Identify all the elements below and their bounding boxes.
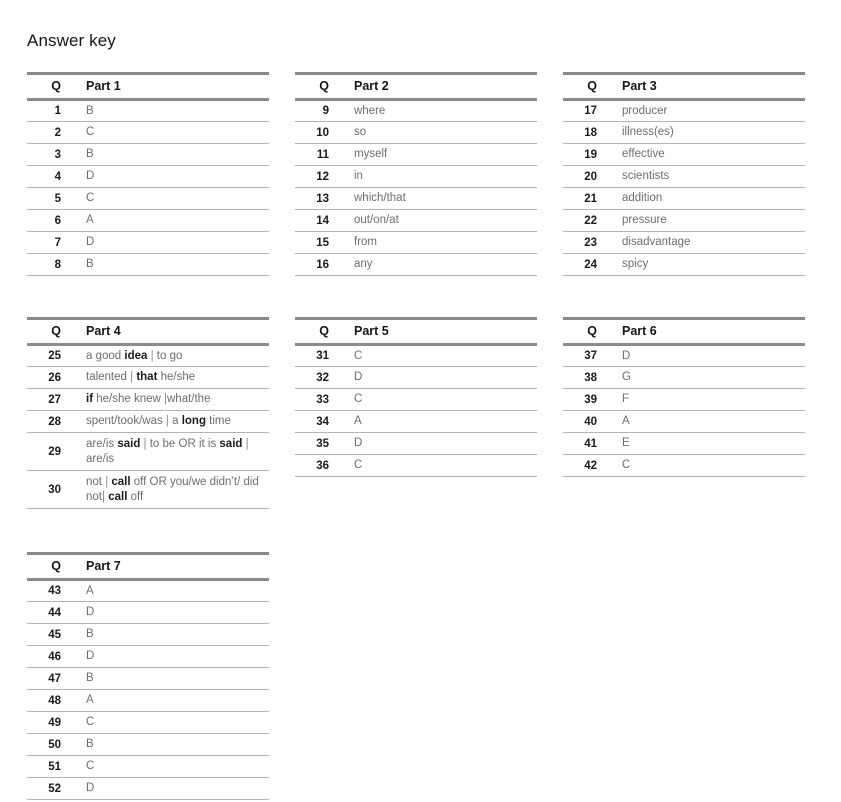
answer-value: D xyxy=(335,433,537,455)
table-row xyxy=(27,690,269,712)
column-header-q: Q xyxy=(295,319,335,345)
answer-value: A xyxy=(67,210,269,232)
question-number: 39 xyxy=(563,389,603,411)
answer-rows xyxy=(563,345,805,477)
answer-value: any xyxy=(335,254,537,276)
table-row xyxy=(27,668,269,690)
answer-value: C xyxy=(67,188,269,210)
table-header-row xyxy=(295,74,537,100)
table-row xyxy=(563,345,805,367)
question-number: 6 xyxy=(27,210,67,232)
answer-value: scientists xyxy=(603,166,805,188)
question-number: 20 xyxy=(563,166,603,188)
question-number: 32 xyxy=(295,367,335,389)
table-row xyxy=(563,144,805,166)
question-number: 10 xyxy=(295,122,335,144)
answer-value: spicy xyxy=(603,254,805,276)
answer-value: A xyxy=(67,690,269,712)
column-header-q: Q xyxy=(27,554,67,580)
table-header-row xyxy=(295,319,537,345)
table-row xyxy=(27,646,269,668)
answer-value: D xyxy=(603,345,805,367)
answer-value: from xyxy=(335,232,537,254)
table-row xyxy=(295,345,537,367)
question-number: 2 xyxy=(27,122,67,144)
table-row xyxy=(295,411,537,433)
answer-rows xyxy=(27,345,269,509)
answer-value: C xyxy=(67,712,269,734)
answer-table-part5 xyxy=(295,317,537,477)
table-row xyxy=(563,122,805,144)
table-header-row xyxy=(27,74,269,100)
question-number: 13 xyxy=(295,188,335,210)
table-row xyxy=(27,144,269,166)
answer-value: spent/took/was | a long time xyxy=(67,411,269,433)
answer-value: C xyxy=(603,455,805,477)
table-row xyxy=(27,188,269,210)
table-row xyxy=(27,232,269,254)
column-header-part: Part 7 xyxy=(67,554,269,580)
answer-value: D xyxy=(67,232,269,254)
question-number: 33 xyxy=(295,389,335,411)
answer-rows xyxy=(295,345,537,477)
table-header-row xyxy=(563,319,805,345)
question-number: 22 xyxy=(563,210,603,232)
table-row xyxy=(295,254,537,276)
answer-value: so xyxy=(335,122,537,144)
answer-table-part4 xyxy=(27,317,269,509)
question-number: 23 xyxy=(563,232,603,254)
answer-value: pressure xyxy=(603,210,805,232)
question-number: 5 xyxy=(27,188,67,210)
question-number: 29 xyxy=(27,433,67,471)
table-row xyxy=(27,166,269,188)
table-row xyxy=(27,411,269,433)
answer-value: B xyxy=(67,668,269,690)
table-row xyxy=(563,389,805,411)
question-number: 31 xyxy=(295,345,335,367)
question-number: 43 xyxy=(27,580,67,602)
table-row xyxy=(27,367,269,389)
answer-value: C xyxy=(335,389,537,411)
answer-value: are/is said | to be OR it is said | are/is xyxy=(67,433,269,471)
table-row xyxy=(27,602,269,624)
table-row xyxy=(563,166,805,188)
answer-value: effective xyxy=(603,144,805,166)
question-number: 34 xyxy=(295,411,335,433)
table-row xyxy=(27,433,269,471)
question-number: 19 xyxy=(563,144,603,166)
answer-table-part2 xyxy=(295,72,537,276)
question-number: 35 xyxy=(295,433,335,455)
question-number: 48 xyxy=(27,690,67,712)
table-row xyxy=(27,122,269,144)
question-number: 1 xyxy=(27,100,67,122)
column-header-part: Part 2 xyxy=(335,74,537,100)
column-header-q: Q xyxy=(563,74,603,100)
table-row xyxy=(27,734,269,756)
answer-value: out/on/at xyxy=(335,210,537,232)
question-number: 11 xyxy=(295,144,335,166)
table-row xyxy=(295,433,537,455)
column-header-q: Q xyxy=(563,319,603,345)
table-row xyxy=(563,210,805,232)
table-row xyxy=(27,210,269,232)
table-row xyxy=(27,254,269,276)
answer-value: talented | that he/she xyxy=(67,367,269,389)
table-row xyxy=(27,778,269,800)
question-number: 14 xyxy=(295,210,335,232)
answer-value: D xyxy=(67,166,269,188)
answer-rows xyxy=(295,100,537,276)
answer-value: C xyxy=(67,756,269,778)
question-number: 38 xyxy=(563,367,603,389)
answer-value: illness(es) xyxy=(603,122,805,144)
question-number: 41 xyxy=(563,433,603,455)
column-header-part: Part 4 xyxy=(67,319,269,345)
table-header-row xyxy=(27,554,269,580)
column-header-q: Q xyxy=(27,74,67,100)
table-row xyxy=(27,756,269,778)
table-row xyxy=(563,411,805,433)
question-number: 36 xyxy=(295,455,335,477)
table-row xyxy=(563,100,805,122)
table-row xyxy=(563,433,805,455)
question-number: 46 xyxy=(27,646,67,668)
table-row xyxy=(27,100,269,122)
question-number: 47 xyxy=(27,668,67,690)
answer-value: C xyxy=(335,455,537,477)
table-row xyxy=(295,122,537,144)
answer-value: B xyxy=(67,624,269,646)
question-number: 28 xyxy=(27,411,67,433)
answer-value: B xyxy=(67,100,269,122)
question-number: 44 xyxy=(27,602,67,624)
question-number: 27 xyxy=(27,389,67,411)
question-number: 17 xyxy=(563,100,603,122)
answer-value: A xyxy=(603,411,805,433)
answer-value: not | call off OR you/we didn’t/ did not| call off xyxy=(67,471,269,509)
question-number: 40 xyxy=(563,411,603,433)
answer-value: if he/she knew |what/the xyxy=(67,389,269,411)
question-number: 30 xyxy=(27,471,67,509)
answer-value: A xyxy=(335,411,537,433)
answer-value: B xyxy=(67,144,269,166)
table-row xyxy=(295,389,537,411)
column-header-part: Part 5 xyxy=(335,319,537,345)
answer-value: D xyxy=(335,367,537,389)
answer-value: a good idea | to go xyxy=(67,345,269,367)
answer-value: where xyxy=(335,100,537,122)
question-number: 16 xyxy=(295,254,335,276)
answer-value: C xyxy=(67,122,269,144)
table-row xyxy=(295,455,537,477)
table-row xyxy=(27,389,269,411)
table-row xyxy=(563,232,805,254)
answer-value: addition xyxy=(603,188,805,210)
question-number: 18 xyxy=(563,122,603,144)
answer-value: E xyxy=(603,433,805,455)
table-row xyxy=(27,580,269,602)
answer-table-part6 xyxy=(563,317,805,477)
table-row xyxy=(563,254,805,276)
question-number: 21 xyxy=(563,188,603,210)
column-header-part: Part 1 xyxy=(67,74,269,100)
question-number: 8 xyxy=(27,254,67,276)
answer-value: B xyxy=(67,734,269,756)
table-row xyxy=(295,166,537,188)
question-number: 15 xyxy=(295,232,335,254)
question-number: 52 xyxy=(27,778,67,800)
answer-table-part3 xyxy=(563,72,805,276)
question-number: 50 xyxy=(27,734,67,756)
table-row xyxy=(295,210,537,232)
answer-value: D xyxy=(67,602,269,624)
table-row xyxy=(295,367,537,389)
question-number: 26 xyxy=(27,367,67,389)
question-number: 45 xyxy=(27,624,67,646)
answer-value: A xyxy=(67,580,269,602)
table-header-row xyxy=(563,74,805,100)
question-number: 9 xyxy=(295,100,335,122)
column-header-part: Part 3 xyxy=(603,74,805,100)
question-number: 25 xyxy=(27,345,67,367)
answer-value: which/that xyxy=(335,188,537,210)
table-row xyxy=(27,345,269,367)
answer-value: G xyxy=(603,367,805,389)
question-number: 42 xyxy=(563,455,603,477)
answer-value: F xyxy=(603,389,805,411)
question-number: 37 xyxy=(563,345,603,367)
column-header-q: Q xyxy=(295,74,335,100)
answer-value: D xyxy=(67,646,269,668)
question-number: 4 xyxy=(27,166,67,188)
answer-value: C xyxy=(335,345,537,367)
answer-rows xyxy=(27,100,269,276)
table-row xyxy=(295,232,537,254)
answer-value: in xyxy=(335,166,537,188)
question-number: 3 xyxy=(27,144,67,166)
answer-table-part1 xyxy=(27,72,269,276)
column-header-part: Part 6 xyxy=(603,319,805,345)
column-header-q: Q xyxy=(27,319,67,345)
table-row xyxy=(27,712,269,734)
question-number: 51 xyxy=(27,756,67,778)
table-row xyxy=(563,455,805,477)
table-row xyxy=(295,188,537,210)
table-header-row xyxy=(27,319,269,345)
answer-value: disadvantage xyxy=(603,232,805,254)
answer-value: myself xyxy=(335,144,537,166)
table-row xyxy=(563,188,805,210)
answer-table-part7 xyxy=(27,552,269,800)
table-row xyxy=(295,144,537,166)
answer-value: B xyxy=(67,254,269,276)
question-number: 49 xyxy=(27,712,67,734)
question-number: 7 xyxy=(27,232,67,254)
table-row xyxy=(27,471,269,509)
answer-value: producer xyxy=(603,100,805,122)
page-title: Answer key xyxy=(27,31,116,51)
answer-rows xyxy=(27,580,269,800)
question-number: 12 xyxy=(295,166,335,188)
table-row xyxy=(27,624,269,646)
answer-value: D xyxy=(67,778,269,800)
question-number: 24 xyxy=(563,254,603,276)
table-row xyxy=(563,367,805,389)
table-row xyxy=(295,100,537,122)
answer-rows xyxy=(563,100,805,276)
